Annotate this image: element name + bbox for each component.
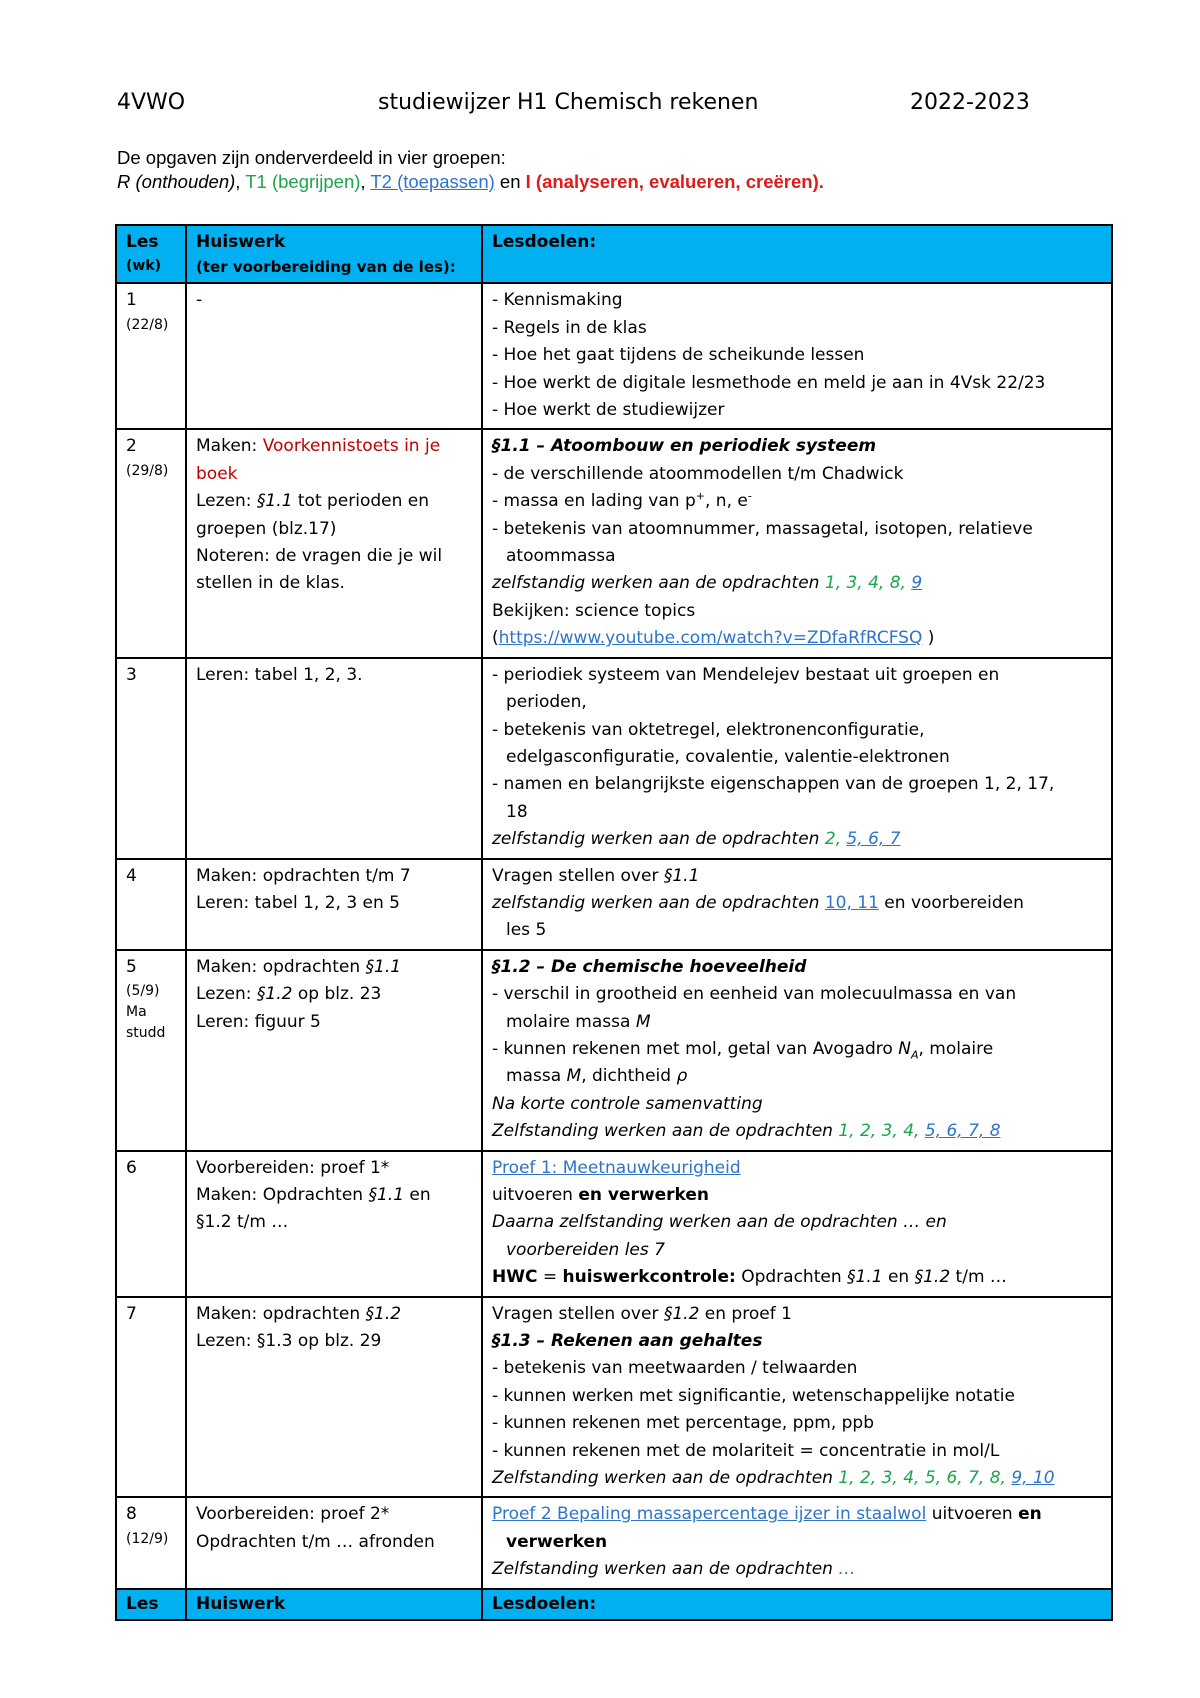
hw-text: op blz. 29 bbox=[292, 1331, 382, 1352]
table-header-row bbox=[116, 225, 1112, 283]
goal-item: - Hoe werkt de studiewijzer bbox=[492, 400, 725, 421]
hw-text bbox=[196, 1328, 472, 1355]
assignment-line bbox=[492, 570, 1102, 597]
intro-line: De opgaven zijn onderverdeeld in vier groepen: bbox=[117, 147, 506, 168]
huiswerk-cell: Leren: tabel 1, 2, 3. bbox=[186, 658, 482, 859]
hw-text: Lezen: bbox=[196, 491, 257, 512]
assignment-text: zelfstandig werken aan de opdrachten bbox=[492, 829, 825, 850]
hw-paragraph: §1.1 bbox=[368, 1185, 405, 1205]
hw-text: Lezen: bbox=[196, 1331, 257, 1352]
footer-les: Les bbox=[116, 1589, 186, 1620]
goal-item-continued: verwerken bbox=[506, 1531, 608, 1552]
goal-item: - betekenis van oktetregel, elektronenconfiguratie, bbox=[492, 719, 925, 740]
assignment-line bbox=[492, 1118, 1102, 1145]
hw-text bbox=[196, 954, 472, 981]
goal-item: - kunnen werken met significantie, wetenschappelijke notatie bbox=[492, 1385, 1015, 1406]
header-les bbox=[116, 225, 186, 283]
les-cell bbox=[116, 950, 186, 1151]
header-wk-label: (wk) bbox=[126, 258, 162, 275]
separator: , bbox=[235, 171, 246, 192]
section-title: §1.1 – Atoombouw en periodiek systeem bbox=[492, 436, 877, 457]
goal-item-continued: les 5 bbox=[506, 920, 547, 941]
goal-item-continued: edelgasconfiguratie, covalentie, valentie-elektronen bbox=[506, 746, 950, 767]
assignments-t2: 5, 6, 7, 8 bbox=[924, 1121, 1001, 1142]
category-legend bbox=[117, 170, 1077, 194]
goal-text: en proef 1 bbox=[699, 1303, 792, 1324]
separator: . bbox=[818, 171, 824, 192]
goal-item: - Regels in de klas bbox=[492, 317, 647, 338]
goal-text: , molaire bbox=[918, 1038, 994, 1059]
goal-paragraph: §1.2 bbox=[914, 1267, 951, 1288]
assignment-line bbox=[492, 1556, 1102, 1583]
assignments-t2: 5, 6, 7 bbox=[846, 829, 901, 850]
goal-text: Vragen stellen over bbox=[492, 1303, 664, 1324]
experiment-2-link[interactable]: Proef 2 Bepaling massapercentage ijzer in staalwol bbox=[492, 1504, 927, 1525]
school-year: 2022-2023 bbox=[910, 90, 1030, 115]
goal-text: massa bbox=[506, 1066, 567, 1087]
hw-paragraph: §1.3 bbox=[256, 1331, 293, 1352]
goal-item-continued bbox=[492, 1009, 1102, 1036]
hw-text bbox=[196, 1301, 472, 1328]
youtube-link[interactable]: https://www.youtube.com/watch?v=ZDfaRfRCFSQ bbox=[498, 628, 923, 649]
goal-item bbox=[492, 1036, 1102, 1063]
goal-item-continued: perioden, bbox=[506, 692, 587, 713]
goal-item: - kunnen rekenen met de molariteit = concentratie in mol/L bbox=[492, 1440, 1000, 1461]
table-row bbox=[116, 283, 1112, 429]
goal-paragraph: §1.1 bbox=[663, 865, 700, 886]
assignments-t2: … bbox=[838, 1559, 856, 1580]
hw-text: Maken: opdrachten bbox=[196, 1303, 366, 1324]
assignment-text: en voorbereiden bbox=[878, 892, 1024, 913]
hw-text: Noteren: de vragen die je wil stellen in de klas. bbox=[196, 546, 443, 594]
table-footer-row bbox=[116, 1589, 1112, 1620]
assignment-text: zelfstandig werken aan de opdrachten bbox=[492, 892, 825, 913]
huiswerk-cell bbox=[186, 1497, 482, 1588]
hw-text bbox=[196, 1182, 472, 1209]
goal-item bbox=[492, 1501, 1102, 1528]
hw-paragraph: §1.1 bbox=[256, 491, 293, 512]
hw-text: en bbox=[404, 1185, 431, 1205]
footer-huiswerk: Huiswerk bbox=[186, 1589, 482, 1620]
lesdoelen-cell bbox=[482, 429, 1112, 657]
goal-item: - namen en belangrijkste eigenschappen van de groepen 1, 2, 17, bbox=[492, 774, 1055, 795]
separator: , bbox=[360, 171, 371, 192]
superscript: + bbox=[695, 489, 705, 503]
hwc-label: huiswerkcontrole: bbox=[562, 1267, 736, 1288]
hw-text: op blz. 23 bbox=[292, 984, 382, 1005]
hw-text: Maken: Opdrachten bbox=[196, 1185, 369, 1205]
goal-item: - kunnen rekenen met percentage, ppm, ppb bbox=[492, 1413, 875, 1434]
goal-text: = bbox=[537, 1267, 563, 1288]
table-row bbox=[116, 1151, 1112, 1297]
category-t2: T2 (toepassen) bbox=[370, 171, 495, 192]
header-les-label: Les bbox=[126, 232, 159, 252]
paren: ( bbox=[492, 628, 499, 649]
hw-text: §1.2 t/m … bbox=[196, 1212, 289, 1233]
table-row bbox=[116, 429, 1112, 657]
lesdoelen-cell bbox=[482, 950, 1112, 1151]
les-week: (5/9) bbox=[126, 983, 160, 1000]
les-week: (22/8) bbox=[126, 316, 169, 333]
goal-item: - Kennismaking bbox=[492, 290, 623, 311]
section-title: §1.3 – Rekenen aan gehaltes bbox=[492, 1331, 763, 1352]
goal-text: en bbox=[882, 1267, 915, 1288]
hw-text: Leren: figuur 5 bbox=[196, 1011, 321, 1032]
assignment-text: Zelfstanding werken aan de opdrachten bbox=[492, 1559, 839, 1580]
hw-text: tot perioden en groepen (blz.17) bbox=[196, 491, 430, 539]
goal-item bbox=[492, 488, 1102, 515]
note-line: Na korte controle samenvatting bbox=[492, 1093, 763, 1114]
experiment-1-link[interactable]: Proef 1: Meetnauwkeurigheid bbox=[492, 1157, 741, 1178]
study-guide-table bbox=[115, 224, 1113, 1621]
goal-text: - kunnen rekenen met mol, getal van Avogadro bbox=[492, 1038, 899, 1059]
intro-paragraph bbox=[117, 146, 1077, 194]
table-row bbox=[116, 658, 1112, 859]
goal-item: - Hoe werkt de digitale lesmethode en meld je aan in 4Vsk 22/23 bbox=[492, 372, 1046, 393]
hw-text: Leren: tabel 1, 2, 3 en 5 bbox=[196, 892, 400, 913]
goal-item: - periodiek systeem van Mendelejev bestaat uit groepen en bbox=[492, 664, 1000, 685]
lesdoelen-cell bbox=[482, 658, 1112, 859]
subscript: A bbox=[910, 1048, 919, 1062]
symbol: M bbox=[566, 1066, 582, 1087]
assignment-text: Zelfstanding werken aan de opdrachten bbox=[492, 1121, 839, 1142]
separator: en bbox=[494, 171, 526, 192]
hw-paragraph: §1.2 bbox=[365, 1303, 402, 1324]
goal-item: - verschil in grootheid en eenheid van molecuulmassa en van bbox=[492, 984, 1017, 1005]
assignment-line bbox=[492, 1465, 1102, 1492]
hw-highlight: Voorkennistoets in je boek bbox=[196, 436, 441, 484]
goal-text: Vragen stellen over bbox=[492, 865, 664, 886]
goal-text: uitvoeren bbox=[926, 1504, 1019, 1525]
les-number: 8 bbox=[126, 1504, 137, 1525]
table-row bbox=[116, 1497, 1112, 1588]
goal-text: , dichtheid bbox=[581, 1066, 677, 1087]
assignment-text: Zelfstanding werken aan de opdrachten bbox=[492, 1468, 839, 1489]
les-cell: 4 bbox=[116, 859, 186, 950]
les-cell bbox=[116, 283, 186, 429]
huiswerk-cell bbox=[186, 859, 482, 950]
hw-text: Maken: bbox=[196, 436, 263, 457]
goal-text: uitvoeren bbox=[492, 1185, 579, 1205]
hwc-abbr: HWC bbox=[492, 1267, 538, 1288]
les-cell bbox=[116, 1497, 186, 1588]
hw-paragraph: §1.1 bbox=[365, 956, 402, 977]
assignment-line bbox=[492, 890, 1102, 917]
table-row bbox=[116, 950, 1112, 1151]
les-note: Ma bbox=[126, 1004, 147, 1021]
goal-text: , n, e bbox=[704, 491, 748, 512]
assignments-t1: 2, bbox=[824, 829, 847, 850]
goal-item bbox=[492, 1301, 1102, 1328]
document-title: studiewijzer H1 Chemisch rekenen bbox=[378, 90, 759, 115]
lesdoelen-cell bbox=[482, 1497, 1112, 1588]
hw-text bbox=[196, 981, 472, 1008]
assignment-line bbox=[492, 826, 1102, 853]
watch-line: Bekijken: science topics bbox=[492, 600, 696, 621]
goal-paragraph: §1.2 bbox=[663, 1303, 700, 1324]
huiswerk-cell: - bbox=[186, 283, 482, 429]
goal-item: - betekenis van atoomnummer, massagetal, isotopen, relatieve bbox=[492, 518, 1033, 539]
table-row bbox=[116, 1297, 1112, 1498]
assignments-t1: 1, 3, 4, 8, bbox=[824, 573, 912, 594]
les-cell: 6 bbox=[116, 1151, 186, 1297]
symbol: M bbox=[635, 1011, 651, 1032]
superscript: - bbox=[747, 489, 752, 503]
les-cell bbox=[116, 429, 186, 657]
les-cell: 3 bbox=[116, 658, 186, 859]
hw-text: Lezen: bbox=[196, 984, 257, 1005]
goal-text: - massa en lading van p bbox=[492, 491, 696, 512]
hw-text: Maken: opdrachten bbox=[196, 956, 366, 977]
goal-text: Opdrachten bbox=[735, 1267, 848, 1288]
les-note: studd bbox=[126, 1025, 166, 1042]
les-number: 1 bbox=[126, 290, 137, 311]
goal-item: - Hoe het gaat tijdens de scheikunde lessen bbox=[492, 345, 865, 366]
assignments-t2: 9 bbox=[911, 573, 923, 594]
hw-text: Voorbereiden: proef 1* bbox=[196, 1157, 390, 1178]
lesdoelen-cell bbox=[482, 1151, 1112, 1297]
goal-item-continued: atoommassa bbox=[506, 546, 616, 567]
header-huiswerk-sub: (ter voorbereiding van de les): bbox=[196, 258, 456, 277]
goal-item bbox=[492, 1182, 1102, 1209]
hw-text: Maken: opdrachten t/m 7 bbox=[196, 865, 411, 886]
assignments-t2: 9, 10 bbox=[1011, 1468, 1055, 1489]
goal-paragraph: §1.1 bbox=[847, 1267, 883, 1288]
huiswerk-cell bbox=[186, 1151, 482, 1297]
header-huiswerk-label: Huiswerk bbox=[196, 232, 286, 252]
les-number: 2 bbox=[126, 436, 137, 457]
footer-lesdoelen: Lesdoelen: bbox=[482, 1589, 1112, 1620]
goal-item-continued: voorbereiden les 7 bbox=[506, 1239, 665, 1260]
category-i: I (analyseren, evalueren, creëren) bbox=[525, 171, 819, 192]
goal-item-continued bbox=[492, 1063, 1102, 1090]
goal-text: t/m … bbox=[950, 1267, 1007, 1288]
les-number: 5 bbox=[126, 956, 137, 977]
class-level: 4VWO bbox=[117, 90, 186, 115]
homework-check-line bbox=[492, 1264, 1102, 1291]
goal-item-continued: 18 bbox=[506, 801, 528, 822]
header-lesdoelen: Lesdoelen: bbox=[482, 225, 1112, 283]
section-title: §1.2 – De chemische hoeveelheid bbox=[492, 956, 807, 977]
les-cell: 7 bbox=[116, 1297, 186, 1498]
les-week: (12/9) bbox=[126, 1530, 169, 1547]
goal-item: - betekenis van meetwaarden / telwaarden bbox=[492, 1358, 858, 1379]
lesdoelen-cell bbox=[482, 1297, 1112, 1498]
category-t1: T1 (begrijpen) bbox=[245, 171, 361, 192]
paren: ) bbox=[922, 628, 935, 649]
hw-paragraph: §1.2 bbox=[256, 984, 293, 1005]
assignments-t1: 1, 2, 3, 4, bbox=[838, 1121, 925, 1142]
goal-text: molaire massa bbox=[506, 1011, 636, 1032]
table-row bbox=[116, 859, 1112, 950]
goal-item bbox=[492, 863, 1102, 890]
symbol: ρ bbox=[676, 1066, 688, 1087]
goal-text: en bbox=[1018, 1504, 1042, 1525]
huiswerk-cell bbox=[186, 429, 482, 657]
goal-text: en verwerken bbox=[578, 1185, 709, 1205]
goal-item: - de verschillende atoommodellen t/m Chadwick bbox=[492, 463, 904, 484]
lesdoelen-cell bbox=[482, 859, 1112, 950]
assignment-line: Daarna zelfstanding werken aan de opdrachten … en bbox=[492, 1212, 947, 1233]
huiswerk-cell bbox=[186, 1297, 482, 1498]
symbol: N bbox=[898, 1038, 911, 1059]
lesdoelen-cell bbox=[482, 283, 1112, 429]
assignments-t2: 10, 11 bbox=[824, 892, 879, 913]
huiswerk-cell bbox=[186, 950, 482, 1151]
assignment-text: zelfstandig werken aan de opdrachten bbox=[492, 573, 825, 594]
video-link-line bbox=[492, 625, 1102, 652]
header-huiswerk bbox=[186, 225, 482, 283]
assignments-t1: 1, 2, 3, 4, 5, 6, 7, 8, bbox=[838, 1468, 1012, 1489]
hw-text: Opdrachten t/m … afronden bbox=[196, 1531, 435, 1552]
hw-text: Voorbereiden: proef 2* bbox=[196, 1504, 390, 1525]
document-header bbox=[117, 90, 1037, 126]
les-week: (29/8) bbox=[126, 462, 169, 479]
category-r: R (onthouden) bbox=[117, 171, 236, 192]
